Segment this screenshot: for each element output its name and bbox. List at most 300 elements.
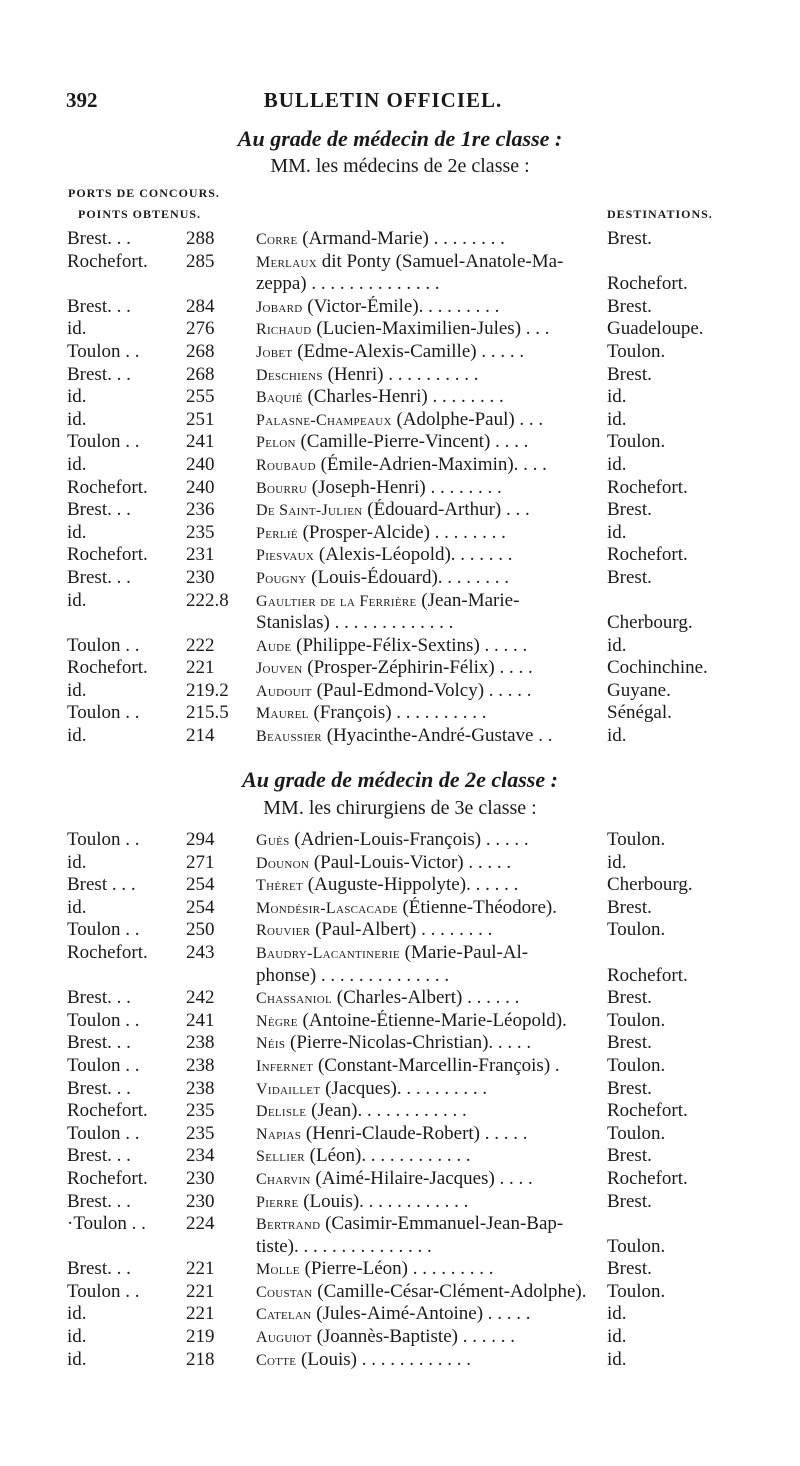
table-row — [0, 1349, 800, 1372]
given-names: (Henri-Claude-Robert) . . . . . — [301, 1122, 528, 1144]
name-cell — [256, 1145, 596, 1168]
table-row — [0, 919, 800, 942]
points-cell: 224 — [186, 1213, 215, 1235]
surname: Dounon — [256, 854, 310, 872]
destination-cell: Rochefort. — [607, 1167, 688, 1189]
port-cell: Rochefort. — [67, 657, 148, 679]
port-cell: id. — [67, 679, 87, 701]
destination-cell: Brest. — [607, 499, 652, 521]
surname: Jobet — [256, 343, 293, 361]
port-cell: Toulon . . — [67, 340, 140, 362]
name-cell — [256, 251, 596, 274]
given-names: (Pierre-Nicolas-Christian). . . . . — [285, 1032, 532, 1054]
points-cell: 241 — [186, 1009, 215, 1031]
points-cell: 276 — [186, 318, 215, 340]
table-row — [0, 1010, 800, 1033]
given-names: (Prosper-Zéphirin-Félix) . . . . — [302, 657, 533, 679]
points-cell: 219.2 — [186, 679, 229, 701]
surname: Delisle — [256, 1103, 307, 1121]
name-cell — [256, 544, 596, 567]
points-cell: 240 — [186, 453, 215, 475]
given-names: (Philippe-Félix-Sextins) . . . . . — [291, 634, 528, 656]
table-row — [0, 612, 800, 635]
name-cell — [256, 1281, 596, 1304]
destination-cell: id. — [607, 453, 627, 475]
destination-cell: Brest. — [607, 228, 652, 249]
name-cell — [256, 725, 596, 748]
given-names: phonse) . . . . . . . . . . . . . . — [256, 964, 450, 986]
page-title: BULLETIN OFFICIEL. — [263, 88, 503, 112]
port-cell: Rochefort. — [67, 1100, 148, 1122]
section2-subheading: MM. les chirurgiens de 3e classe : — [263, 797, 537, 819]
port-cell: Toulon . . — [67, 634, 140, 656]
surname: Deschiens — [256, 366, 323, 384]
name-cell — [256, 965, 596, 988]
destination-cell: Brest. — [607, 1258, 652, 1280]
name-cell — [256, 1100, 596, 1123]
surname: Auguiot — [256, 1329, 312, 1347]
points-cell: 219 — [186, 1326, 215, 1348]
name-cell — [256, 590, 596, 613]
name-cell — [256, 1258, 596, 1281]
port-cell: Brest. . . — [67, 1077, 131, 1099]
name-cell — [256, 409, 596, 432]
points-cell: 268 — [186, 340, 215, 362]
name-cell — [256, 897, 596, 920]
destination-cell: Toulon. — [607, 1122, 666, 1144]
destination-cell: id. — [607, 386, 627, 408]
name-cell — [256, 341, 596, 364]
surname: Théret — [256, 877, 304, 895]
given-names: (Émile-Adrien-Maximin). . . . — [315, 453, 547, 475]
surname: Piesvaux — [256, 547, 315, 565]
points-cell: 222 — [186, 634, 215, 656]
surname: Sellier — [256, 1148, 305, 1166]
table-row — [0, 341, 800, 364]
surname: Audouit — [256, 682, 312, 700]
destination-cell: Rochefort. — [607, 476, 688, 498]
table-row — [0, 725, 800, 748]
surname: Coustan — [256, 1283, 313, 1301]
points-cell: 215.5 — [186, 702, 229, 724]
given-names: (Henri) . . . . . . . . . . — [322, 363, 479, 385]
port-cell: Rochefort. — [67, 941, 148, 963]
table-row — [0, 829, 800, 852]
destination-cell: Cherbourg. — [607, 874, 693, 896]
given-names: (Charles-Albert) . . . . . . — [332, 987, 520, 1009]
given-names: (Victor-Émile). . . . . . . . . — [302, 295, 500, 317]
port-cell: Rochefort. — [67, 250, 148, 272]
table-row — [0, 1168, 800, 1191]
surname: Baquié — [256, 389, 303, 407]
points-cell: 222.8 — [186, 589, 229, 611]
given-names: (Joannès-Baptiste) . . . . . . — [311, 1326, 515, 1348]
port-cell: Brest. . . — [67, 1032, 131, 1054]
label-ports: PORTS DE CONCOURS. — [68, 186, 220, 200]
given-names: (Pierre-Léon) . . . . . . . . . — [299, 1258, 494, 1280]
table-row — [0, 1303, 800, 1326]
given-names: (Louis-Édouard). . . . . . . . — [306, 566, 510, 588]
given-names: (Hyacinthe-André-Gustave . . — [321, 725, 553, 747]
given-names: zeppa) . . . . . . . . . . . . . . — [256, 273, 440, 295]
destination-cell: Brest. — [607, 1077, 652, 1099]
surname: Richaud — [256, 321, 312, 339]
table-row — [0, 657, 800, 680]
surname: Palasne-Champeaux — [256, 411, 392, 429]
port-cell: id. — [67, 386, 87, 408]
surname: Jobard — [256, 298, 303, 316]
given-names: (Prosper-Alcide) . . . . . . . . — [297, 521, 506, 543]
given-names: (Louis) . . . . . . . . . . . . — [296, 1348, 471, 1370]
given-names: (François) . . . . . . . . . . — [308, 702, 487, 724]
section2-heading: Au grade de médecin de 2e classe : — [242, 767, 558, 792]
destination-cell: Toulon. — [607, 431, 666, 453]
surname: Jouven — [256, 660, 303, 678]
destination-cell: id. — [607, 408, 627, 430]
table-row — [0, 1236, 800, 1259]
destination-cell: Rochefort. — [607, 544, 688, 566]
port-cell: Toulon . . — [67, 919, 140, 941]
name-cell — [256, 1326, 596, 1349]
destination-cell: Guyane. — [607, 679, 671, 701]
port-cell: id. — [67, 1303, 87, 1325]
surname: Pierre — [256, 1193, 299, 1211]
destination-cell: Toulon. — [607, 829, 666, 850]
given-names: (Aimé-Hilaire-Jacques) . . . . — [310, 1167, 533, 1189]
label-points: POINTS OBTENUS. — [78, 207, 202, 221]
port-cell: Brest. . . — [67, 1258, 131, 1280]
name-cell — [256, 228, 596, 251]
points-cell: 254 — [186, 896, 215, 918]
table-row — [0, 987, 800, 1010]
given-names: (Jean). . . . . . . . . . . . — [306, 1100, 467, 1122]
surname: Baudry-Lacantinerie — [256, 944, 400, 962]
name-cell — [256, 702, 596, 725]
port-cell: id. — [67, 521, 87, 543]
destination-cell: Toulon. — [607, 340, 666, 362]
table-row — [0, 590, 800, 613]
port-cell: Brest. . . — [67, 1145, 131, 1167]
points-cell: 235 — [186, 1122, 215, 1144]
port-cell: id. — [67, 1348, 87, 1370]
points-cell: 271 — [186, 851, 215, 873]
name-cell — [256, 657, 596, 680]
table-row — [0, 499, 800, 522]
surname: Infernet — [256, 1057, 314, 1075]
surname: Guès — [256, 832, 290, 849]
port-cell: id. — [67, 851, 87, 873]
given-names: (Charles-Henri) . . . . . . . . — [302, 386, 504, 408]
page-number: 392 — [66, 88, 98, 112]
points-cell: 288 — [186, 228, 215, 249]
surname: Catelan — [256, 1306, 312, 1324]
surname: Rouvier — [256, 922, 311, 940]
given-names: tiste). . . . . . . . . . . . . . . — [256, 1235, 432, 1257]
name-cell — [256, 477, 596, 500]
given-names: (Paul-Louis-Victor) . . . . . — [309, 851, 512, 873]
name-cell — [256, 567, 596, 590]
points-cell: 241 — [186, 431, 215, 453]
name-cell — [256, 499, 596, 522]
surname: Pelon — [256, 434, 296, 452]
table-row — [0, 567, 800, 590]
destination-cell: Toulon. — [607, 1235, 666, 1257]
name-cell — [256, 919, 596, 942]
points-cell: 238 — [186, 1032, 215, 1054]
port-cell: id. — [67, 318, 87, 340]
name-cell — [256, 364, 596, 387]
name-cell — [256, 1055, 596, 1078]
table-row — [0, 1055, 800, 1078]
destination-cell: Toulon. — [607, 1280, 666, 1302]
surname: Charvin — [256, 1170, 311, 1188]
table-row — [0, 965, 800, 988]
surname: Aude — [256, 637, 292, 655]
table-row — [0, 1123, 800, 1146]
given-names: (Paul-Albert) . . . . . . . . — [310, 919, 493, 941]
table-row — [0, 1326, 800, 1349]
destination-cell: id. — [607, 1348, 627, 1370]
points-cell: 268 — [186, 363, 215, 385]
port-cell: Rochefort. — [67, 544, 148, 566]
name-cell — [256, 1349, 596, 1372]
section1-table — [0, 228, 800, 748]
table-row — [0, 1281, 800, 1304]
given-names: (Lucien-Maximilien-Jules) . . . — [311, 318, 550, 340]
port-cell: Rochefort. — [67, 1167, 148, 1189]
points-cell: 235 — [186, 1100, 215, 1122]
port-cell: id. — [67, 1326, 87, 1348]
table-row — [0, 1145, 800, 1168]
table-row — [0, 874, 800, 897]
port-cell: Brest. . . — [67, 1190, 131, 1212]
name-cell — [256, 1123, 596, 1146]
points-cell: 218 — [186, 1348, 215, 1370]
table-row — [0, 1100, 800, 1123]
destination-cell: Brest. — [607, 1032, 652, 1054]
surname: Merlaux — [256, 253, 317, 271]
surname: Roubaud — [256, 456, 316, 474]
given-names: (Edme-Alexis-Camille) . . . . . — [292, 340, 525, 362]
given-names: (Étienne-Théodore). — [397, 896, 557, 918]
port-cell: Brest. . . — [67, 228, 131, 249]
destination-cell: Sénégal. — [607, 702, 672, 724]
given-names: (Joseph-Henri) . . . . . . . . — [306, 476, 502, 498]
destination-cell: id. — [607, 634, 627, 656]
given-names: (Adrien-Louis-François) . . . . . — [289, 829, 529, 850]
points-cell: 221 — [186, 1280, 215, 1302]
surname: Napias — [256, 1125, 302, 1143]
destination-cell: Brest. — [607, 566, 652, 588]
given-names: (Casimir-Emmanuel-Jean-Bap- — [320, 1213, 564, 1235]
points-cell: 235 — [186, 521, 215, 543]
points-cell: 236 — [186, 499, 215, 521]
table-row — [0, 544, 800, 567]
points-cell: 240 — [186, 476, 215, 498]
port-cell: Toulon . . — [67, 1054, 140, 1076]
name-cell — [256, 874, 596, 897]
given-names: (Camille-Pierre-Vincent) . . . . — [295, 431, 529, 453]
points-cell: 230 — [186, 1190, 215, 1212]
given-names: (Paul-Edmond-Volcy) . . . . . — [311, 679, 532, 701]
points-cell: 230 — [186, 566, 215, 588]
points-cell: 285 — [186, 250, 215, 272]
destination-cell: Brest. — [607, 1190, 652, 1212]
label-destinations: DESTINATIONS. — [607, 207, 713, 221]
given-names: (Adolphe-Paul) . . . — [391, 408, 544, 430]
given-names: dit Ponty (Samuel-Anatole-Ma- — [316, 250, 564, 272]
surname: Vidaillet — [256, 1080, 321, 1098]
name-cell — [256, 612, 596, 635]
table-row — [0, 454, 800, 477]
given-names: (Alexis-Léopold). . . . . . . — [314, 544, 513, 566]
section2-table — [0, 829, 800, 1371]
destination-cell: Brest. — [607, 987, 652, 1009]
name-cell — [256, 987, 596, 1010]
surname: Mondésir-Lascacade — [256, 899, 398, 917]
surname: De Saint-Julien — [256, 502, 363, 520]
port-cell: Toulon . . — [67, 829, 140, 850]
table-row — [0, 1191, 800, 1214]
given-names: (Jacques). . . . . . . . . . — [320, 1077, 488, 1099]
name-cell — [256, 1236, 596, 1259]
name-cell — [256, 1303, 596, 1326]
points-cell: 221 — [186, 1258, 215, 1280]
name-cell — [256, 522, 596, 545]
points-cell: 221 — [186, 1303, 215, 1325]
name-cell — [256, 1168, 596, 1191]
name-cell — [256, 386, 596, 409]
surname: Gaultier de la Ferrière — [256, 592, 417, 610]
given-names: (Marie-Paul-Al- — [399, 941, 529, 963]
destination-cell: id. — [607, 1303, 627, 1325]
destination-cell: Brest. — [607, 295, 652, 317]
given-names: (Constant-Marcellin-François) . — [313, 1054, 560, 1076]
page-header — [66, 88, 700, 118]
name-cell — [256, 273, 596, 296]
table-row — [0, 702, 800, 725]
name-cell — [256, 829, 596, 852]
destination-cell: id. — [607, 851, 627, 873]
points-cell: 221 — [186, 657, 215, 679]
destination-cell: Brest. — [607, 896, 652, 918]
table-row — [0, 852, 800, 875]
destination-cell: Rochefort. — [607, 964, 688, 986]
port-cell: Brest. . . — [67, 295, 131, 317]
table-row — [0, 296, 800, 319]
table-row — [0, 386, 800, 409]
points-cell: 243 — [186, 941, 215, 963]
table-row — [0, 251, 800, 274]
destination-cell: Brest. — [607, 363, 652, 385]
points-cell: 255 — [186, 386, 215, 408]
name-cell — [256, 680, 596, 703]
destination-cell: Rochefort. — [607, 1100, 688, 1122]
surname: Néis — [256, 1035, 286, 1053]
name-cell — [256, 1191, 596, 1214]
destination-cell: id. — [607, 725, 627, 747]
table-row — [0, 1078, 800, 1101]
port-cell: Toulon . . — [67, 431, 140, 453]
destination-cell: Brest. — [607, 1145, 652, 1167]
name-cell — [256, 1010, 596, 1033]
table-row — [0, 1032, 800, 1055]
given-names: (Antoine-Étienne-Marie-Léopold). — [297, 1009, 567, 1031]
port-cell: Brest. . . — [67, 499, 131, 521]
port-cell: ·Toulon . . — [67, 1213, 146, 1235]
section1-subheading: MM. les médecins de 2e classe : — [270, 155, 530, 177]
name-cell — [256, 431, 596, 454]
name-cell — [256, 1078, 596, 1101]
name-cell — [256, 1032, 596, 1055]
name-cell — [256, 454, 596, 477]
port-cell: id. — [67, 725, 87, 747]
points-cell: 294 — [186, 829, 215, 850]
table-row — [0, 635, 800, 658]
given-names: (Jean-Marie- — [416, 589, 520, 611]
table-row — [0, 273, 800, 296]
table-row — [0, 942, 800, 965]
surname: Nègre — [256, 1012, 298, 1030]
given-names: (Auguste-Hippolyte). . . . . . — [303, 874, 519, 896]
given-names: (Louis). . . . . . . . . . . . — [298, 1190, 469, 1212]
name-cell — [256, 1213, 596, 1236]
points-cell: 230 — [186, 1167, 215, 1189]
name-cell — [256, 852, 596, 875]
destination-cell: id. — [607, 1326, 627, 1348]
given-names: Stanislas) . . . . . . . . . . . . . — [256, 612, 454, 634]
given-names: (Camille-César-Clément-Adolphe). — [312, 1280, 587, 1302]
surname: Bourru — [256, 479, 307, 497]
name-cell — [256, 296, 596, 319]
table-row — [0, 364, 800, 387]
points-cell: 242 — [186, 987, 215, 1009]
surname: Beaussier — [256, 728, 322, 746]
given-names: (Édouard-Arthur) . . . — [362, 499, 530, 521]
port-cell: id. — [67, 453, 87, 475]
name-cell — [256, 318, 596, 341]
points-cell: 231 — [186, 544, 215, 566]
table-row — [0, 1258, 800, 1281]
section1-heading: Au grade de médecin de 1re classe : — [237, 126, 563, 151]
destination-cell: Rochefort. — [607, 273, 688, 295]
points-cell: 238 — [186, 1077, 215, 1099]
table-row — [0, 228, 800, 251]
port-cell: Brest. . . — [67, 566, 131, 588]
points-cell: 284 — [186, 295, 215, 317]
given-names: (Jules-Aimé-Antoine) . . . . . — [311, 1303, 531, 1325]
table-row — [0, 522, 800, 545]
name-cell — [256, 635, 596, 658]
port-cell: id. — [67, 896, 87, 918]
surname: Corre — [256, 231, 298, 248]
destination-cell: Cochinchine. — [607, 657, 708, 679]
points-cell: 250 — [186, 919, 215, 941]
destination-cell: Cherbourg. — [607, 612, 693, 634]
table-row — [0, 318, 800, 341]
table-row — [0, 477, 800, 500]
port-cell: Toulon . . — [67, 702, 140, 724]
table-row — [0, 1213, 800, 1236]
given-names: (Léon). . . . . . . . . . . . — [304, 1145, 471, 1167]
surname: Molle — [256, 1261, 300, 1279]
port-cell: Rochefort. — [67, 476, 148, 498]
surname: Chassaniol — [256, 990, 333, 1008]
destination-cell: Toulon. — [607, 919, 666, 941]
port-cell: Toulon . . — [67, 1280, 140, 1302]
port-cell: id. — [67, 408, 87, 430]
surname: Maurel — [256, 705, 309, 723]
